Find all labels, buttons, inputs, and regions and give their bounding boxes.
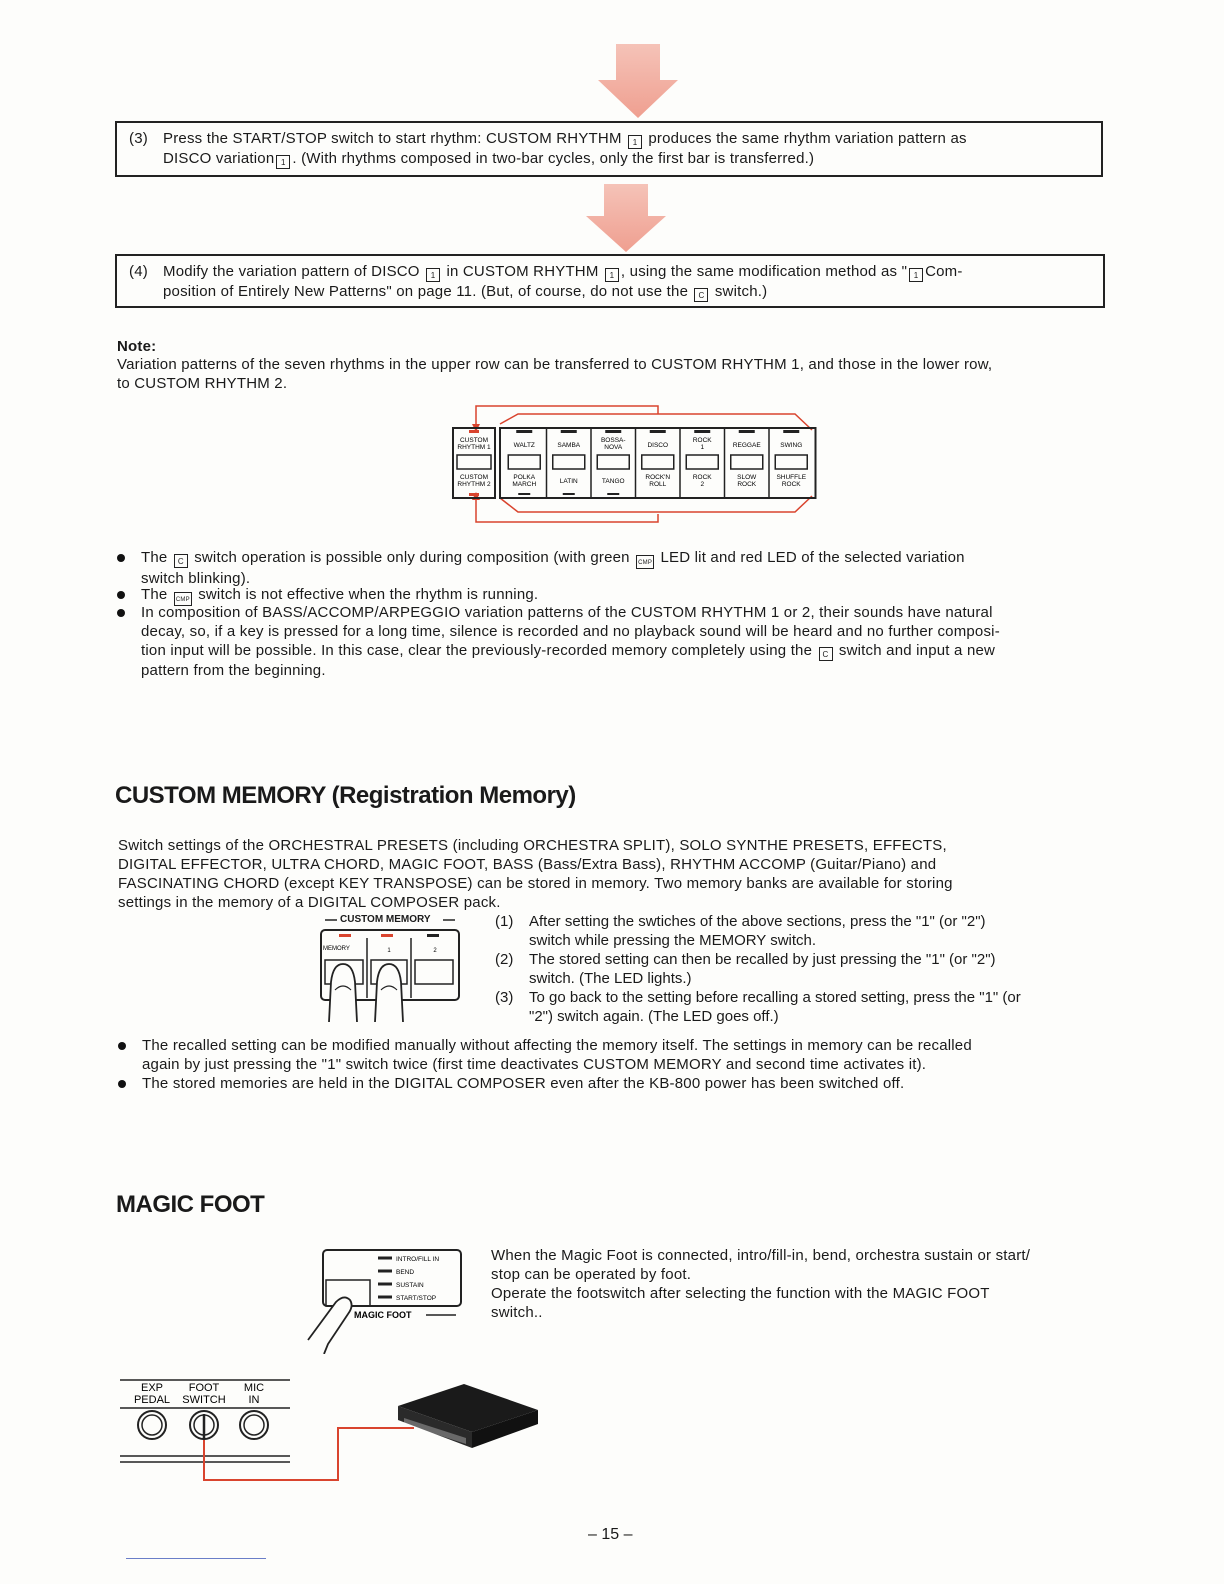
option-label: BEND	[396, 1269, 415, 1276]
rhythm-label-lower: ROCK	[737, 481, 757, 488]
step-text-part: . (With rhythms composed in two-bar cycles, only the first bar is transferred.)	[292, 150, 815, 167]
custom-rhythm-2-label: CUSTOM	[459, 474, 489, 481]
bullet-icon	[117, 609, 125, 617]
list-item	[141, 603, 1106, 680]
bullet-text: again by just pressing the "1" switch twice (first time deactivates CUSTOM MEMORY and second time activates it).	[142, 1056, 927, 1073]
note-heading: Note:	[117, 338, 157, 355]
step-line: "2") switch again. (The LED goes off.)	[529, 1008, 779, 1025]
finger-icon	[375, 964, 403, 1022]
down-arrow-icon	[594, 42, 684, 120]
rhythm-label-upper: SAMBA	[557, 442, 581, 449]
bullet-icon	[117, 554, 125, 562]
rhythm-label-upper: WALTZ	[513, 442, 535, 449]
compose-switch-icon: CMP	[174, 592, 192, 606]
memory-key-label: MEMORY	[323, 946, 350, 952]
bullet-text: The stored memories are held in the DIGITAL COMPOSER even after the KB-800 power has been switched off.	[142, 1075, 905, 1092]
rhythm-label-lower: SHUFFLE	[776, 474, 807, 481]
variation-switch	[553, 455, 585, 469]
desc-line: stop can be operated by foot.	[491, 1266, 692, 1283]
down-arrow-icon	[582, 182, 672, 254]
rhythm-label-lower: TANGO	[601, 478, 625, 485]
custom-rhythm-1-label: RHYTHM 1	[457, 444, 491, 451]
step-text	[129, 129, 1089, 169]
step-line: switch. (The LED lights.)	[529, 970, 692, 987]
led-indicator	[561, 430, 577, 433]
step-line: To go back to the setting before recalling a stored setting, press the "1" (or	[529, 989, 1021, 1006]
bullet-text: switch blinking).	[141, 570, 251, 587]
key-1-label: 1	[387, 948, 391, 954]
bullet-text: The	[141, 586, 168, 603]
rhythm-label-lower: ROLL	[649, 481, 667, 488]
rhythm-label-upper: NOVA	[604, 444, 623, 451]
variation-switch	[775, 455, 807, 469]
step-number: (3)	[129, 130, 148, 147]
step-text-part: position of Entirely New Patterns" on page 11. (But, of course, do not use the	[163, 283, 689, 300]
intro-line: FASCINATING CHORD (except KEY TRANSPOSE) can be stored in memory. Two memory banks are available for storing	[118, 875, 953, 892]
option-label: START/STOP	[396, 1295, 437, 1302]
step-key-icon: 1	[909, 268, 923, 282]
step-text-part: Press the START/STOP switch to start rhythm: CUSTOM RHYTHM	[163, 130, 622, 147]
desc-line: When the Magic Foot is connected, intro/fill-in, bend, orchestra sustain or start/	[491, 1247, 1031, 1264]
led-indicator	[516, 430, 532, 433]
variation-switch	[508, 455, 540, 469]
custom-rhythm-2-label: RHYTHM 2	[457, 481, 491, 488]
note-line: Variation patterns of the seven rhythms in the upper row can be transferred to CUSTOM RHYTHM 1, and those in the lower row,	[117, 356, 993, 373]
bullet-text: tion input will be possible. In this case, clear the previously-recorded memory completely using the	[141, 642, 813, 659]
rhythm-panel-diagram	[440, 400, 820, 530]
clear-switch-icon: C	[694, 288, 708, 302]
compose-switch-icon: CMP	[636, 555, 654, 569]
led-indicator	[518, 493, 530, 495]
step-4-box	[115, 254, 1105, 308]
intro-line: settings in the memory of a DIGITAL COMPOSER pack.	[118, 894, 501, 911]
rhythm-label-upper: SWING	[780, 442, 803, 449]
bullet-text: switch and input a new	[838, 642, 996, 659]
custom-memory-panel	[315, 912, 465, 1024]
custom-rhythm-switch	[457, 455, 491, 469]
disco-variation-key-icon: 1	[426, 268, 440, 282]
rhythm-label-lower: ROCK	[781, 481, 801, 488]
list-item	[141, 548, 1106, 588]
clear-switch-icon: C	[174, 554, 188, 568]
variation-switch	[686, 455, 718, 469]
rhythm-label-upper: DISCO	[647, 442, 669, 449]
custom-rhythm-key-icon: 1	[628, 135, 642, 149]
step-number: (1)	[495, 913, 514, 930]
step-text	[529, 950, 996, 988]
list-item	[142, 1074, 1107, 1093]
custom-rhythm-1-label: CUSTOM	[459, 437, 489, 444]
step-3-box	[115, 121, 1103, 177]
led-indicator	[563, 493, 575, 495]
led-red	[339, 934, 351, 937]
routing-line-lower	[476, 498, 658, 522]
bullet-text: The recalled setting can be modified manually without affecting the memory itself. The settings in memory can be recalled	[142, 1037, 972, 1054]
bullet-text: switch operation is possible only during composition (with green	[194, 549, 630, 566]
rhythm-label-lower: ROCK	[692, 474, 712, 481]
step-text-part: in CUSTOM RHYTHM	[446, 263, 599, 280]
led-indicator	[783, 430, 799, 433]
custom-rhythm-key-icon: 1	[605, 268, 619, 282]
page-number: – 15 –	[588, 1526, 633, 1543]
magic-foot-panel	[300, 1244, 470, 1354]
led-indicator	[605, 430, 621, 433]
clear-switch-icon: C	[819, 647, 833, 661]
custom-memory-steps	[495, 912, 1107, 1024]
rhythm-label-upper: 1	[700, 444, 705, 451]
magic-foot-heading: MAGIC FOOT	[116, 1191, 265, 1218]
option-label: SUSTAIN	[396, 1282, 424, 1289]
bullet-text: decay, so, if a key is pressed for a long time, silence is recorded and no playback sound will be heard and no further composi-	[141, 623, 1000, 640]
custom-memory-panel-label: CUSTOM MEMORY	[340, 914, 431, 925]
finger-icon	[329, 964, 357, 1022]
step-text-part: DISCO variation	[163, 150, 275, 167]
rhythm-label-lower: ROCK'N	[645, 474, 671, 481]
step-number: (2)	[495, 951, 514, 968]
rhythm-label-lower: POLKA	[513, 474, 536, 481]
variation-switch	[597, 455, 629, 469]
bullet-text: In composition of BASS/ACCOMP/ARPEGGIO variation patterns of the CUSTOM RHYTHM 1 or 2, their sounds have natural	[141, 604, 993, 621]
desc-line: Operate the footswitch after selecting the function with the MAGIC FOOT	[491, 1285, 990, 1302]
variation-switch	[642, 455, 674, 469]
step-text	[529, 988, 1021, 1026]
custom-memory-heading: CUSTOM MEMORY (Registration Memory)	[115, 782, 576, 809]
led-off	[427, 934, 439, 937]
led-indicator	[607, 493, 619, 495]
rhythm-label-upper: BOSSA-	[600, 437, 626, 444]
rhythm-label-lower: 2	[700, 481, 705, 488]
led-red	[469, 493, 479, 496]
jack-label: MIC	[243, 1382, 265, 1394]
list-item	[142, 1036, 1107, 1074]
key-2-label: 2	[433, 948, 437, 954]
step-text	[129, 262, 1091, 302]
bullet-icon	[118, 1042, 126, 1050]
bullet-text: switch is not effective when the rhythm is running.	[198, 586, 539, 603]
bullet-text: LED lit and red LED of the selected variation	[660, 549, 965, 566]
step-line: switch while pressing the MEMORY switch.	[529, 932, 817, 949]
led-red	[381, 934, 393, 937]
jack-label: EXP	[140, 1382, 164, 1394]
cable-line	[204, 1416, 414, 1480]
rhythm-label-lower: MARCH	[512, 481, 537, 488]
step-line: After setting the swtiches of the above sections, press the "1" (or "2")	[529, 913, 986, 930]
disco-variation-key-icon: 1	[276, 155, 290, 169]
led-indicator	[694, 430, 710, 433]
intro-line: DIGITAL EFFECTOR, ULTRA CHORD, MAGIC FOOT, BASS (Bass/Extra Bass), RHYTHM ACCOMP (Guitar/Piano) and	[118, 856, 937, 873]
rhythm-label-upper: ROCK	[692, 437, 712, 444]
note-line: to CUSTOM RHYTHM 2.	[117, 375, 288, 392]
jack-label: IN	[248, 1394, 260, 1406]
led-indicator	[650, 430, 666, 433]
switch-2	[415, 960, 453, 984]
step-text-part: Com-	[925, 263, 963, 280]
rhythm-label-lower: SLOW	[737, 474, 757, 481]
rhythm-label-upper: REGGAE	[732, 442, 761, 449]
jack-label: SWITCH	[182, 1394, 226, 1406]
variation-switch	[731, 455, 763, 469]
bullet-text: The	[141, 549, 168, 566]
jack-label: FOOT	[188, 1382, 220, 1394]
magic-foot-label: MAGIC FOOT	[354, 1310, 412, 1320]
jack-label: PEDAL	[133, 1394, 171, 1406]
led-red	[469, 430, 479, 433]
desc-line: switch..	[491, 1304, 543, 1321]
step-text-part: Modify the variation pattern of DISCO	[163, 263, 420, 280]
step-text-part: produces the same rhythm variation pattern as	[648, 130, 967, 147]
step-number: (3)	[495, 989, 514, 1006]
rhythm-label-lower: LATIN	[559, 478, 578, 485]
step-text-part: , using the same modification method as "	[620, 263, 908, 280]
bullet-icon	[117, 591, 125, 599]
led-indicator	[739, 430, 755, 433]
magic-foot-description	[491, 1246, 1103, 1322]
footswitch-icon	[398, 1384, 538, 1448]
custom-memory-intro	[118, 836, 1104, 912]
page-underline	[126, 1558, 266, 1559]
option-label: INTRO/FILL IN	[396, 1256, 440, 1263]
bullet-text: pattern from the beginning.	[141, 662, 326, 679]
bullet-icon	[118, 1080, 126, 1088]
jack-panel-diagram	[114, 1374, 564, 1486]
step-text-part: switch.)	[714, 283, 768, 300]
step-line: The stored setting can then be recalled by just pressing the "1" (or "2")	[529, 951, 996, 968]
step-text	[529, 912, 986, 950]
intro-line: Switch settings of the ORCHESTRAL PRESETS (including ORCHESTRA SPLIT), SOLO SYNTHE PRESETS, EFFECTS,	[118, 837, 947, 854]
step-number: (4)	[129, 263, 148, 280]
